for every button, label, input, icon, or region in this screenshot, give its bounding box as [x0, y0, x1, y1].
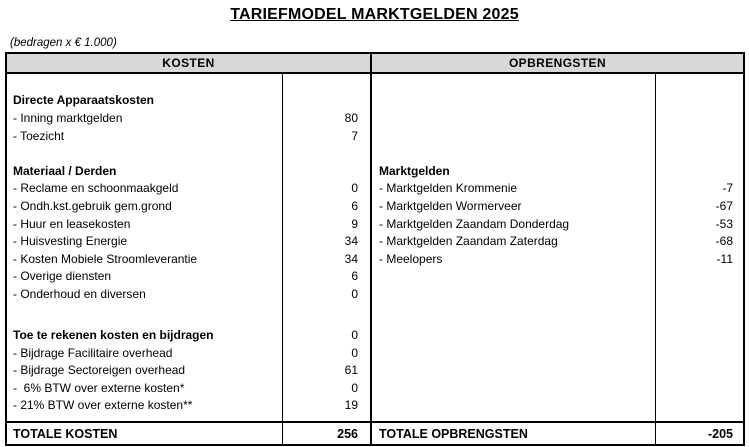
cost-value-cell	[283, 162, 372, 180]
cost-label-cell: - Ondh.kst.gebruik gem.grond	[7, 197, 283, 215]
table-row	[7, 232, 743, 250]
revenue-value-cell: -7	[722, 181, 733, 196]
table-row	[7, 379, 743, 396]
revenue-value-cell	[656, 379, 743, 396]
revenue-value-cell	[656, 303, 743, 327]
cost-label-cell: Directe Apparaatskosten	[7, 92, 283, 110]
revenue-value-cell	[656, 127, 743, 145]
cost-value-cell: 34	[283, 232, 372, 250]
revenue-value-cell	[656, 162, 743, 180]
revenue-value-cell	[656, 109, 743, 127]
cost-label-cell: - 21% BTW over externe kosten**	[7, 396, 283, 413]
revenue-label-cell	[372, 414, 656, 421]
table-row	[7, 414, 743, 421]
totale-kosten-value: 256	[283, 423, 372, 444]
cost-label-cell: - Overige diensten	[7, 268, 283, 286]
table-row	[7, 344, 743, 361]
cost-value-cell	[283, 414, 372, 421]
revenue-label-cell	[372, 144, 656, 162]
revenue-label-cell	[372, 92, 656, 110]
amounts-note: (bedragen x € 1.000)	[10, 37, 117, 49]
table-row	[7, 303, 743, 327]
cost-label-cell: - Reclame en schoonmaakgeld	[7, 180, 283, 198]
table-row	[7, 197, 743, 215]
cost-label-cell: - Kosten Mobiele Stroomleverantie	[7, 250, 283, 268]
table-row	[7, 285, 743, 303]
revenue-label-cell: - Marktgelden Krommenie	[372, 180, 656, 198]
cost-label-cell: - Inning marktgelden	[7, 109, 283, 127]
cost-value-cell: 34	[283, 250, 372, 268]
revenue-value-cell	[656, 92, 743, 110]
revenue-value-cell	[656, 396, 743, 413]
revenue-label-cell: - Marktgelden Zaandam Zaterdag	[372, 232, 656, 250]
revenue-value-cell	[656, 285, 743, 303]
table-row	[7, 215, 743, 233]
opbrengsten-column-header: OPBRENGSTEN	[508, 56, 607, 70]
cost-label-cell: - 6% BTW over externe kosten*	[7, 379, 283, 396]
revenue-label-cell: - Marktgelden Wormerveer	[372, 197, 656, 215]
tariff-table	[5, 52, 745, 446]
revenue-value-cell	[656, 327, 743, 344]
cost-value-cell: 0	[283, 180, 372, 198]
revenue-value-cell	[656, 414, 743, 421]
totals-row	[7, 421, 743, 444]
revenue-value-cell: -53	[715, 216, 733, 231]
cost-value-cell	[283, 144, 372, 162]
page-title: TARIEFMODEL MARKTGELDEN 2025	[230, 6, 519, 23]
revenue-label-cell	[372, 362, 656, 379]
table-row	[7, 92, 743, 110]
table-body	[7, 74, 743, 421]
table-row	[7, 250, 743, 268]
cost-label-cell: Toe te rekenen kosten en bijdragen	[7, 327, 283, 344]
revenue-label-cell	[372, 379, 656, 396]
revenue-value-cell: -11	[716, 251, 733, 266]
cost-value-cell: 7	[283, 127, 372, 145]
revenue-value-cell: -68	[715, 234, 733, 249]
cost-label-cell: - Onderhoud en diversen	[7, 285, 283, 303]
cost-label-cell	[7, 414, 283, 421]
cost-label-cell: - Huisvesting Energie	[7, 232, 283, 250]
revenue-label-cell	[372, 74, 656, 92]
table-row	[7, 127, 743, 145]
table-row	[7, 74, 743, 92]
table-row	[7, 362, 743, 379]
cost-label-cell: - Bijdrage Sectoreigen overhead	[7, 362, 283, 379]
totale-opbrengsten-value: -205	[707, 426, 733, 441]
revenue-value-cell	[656, 144, 743, 162]
revenue-label-cell	[372, 109, 656, 127]
cost-value-cell: 6	[283, 268, 372, 286]
cost-value-cell: 0	[283, 344, 372, 361]
kosten-column-header: KOSTEN	[7, 54, 372, 72]
table-row	[7, 162, 743, 180]
revenue-value-cell: -67	[715, 198, 733, 213]
totale-opbrengsten-label: TOTALE OPBRENGSTEN	[372, 423, 656, 444]
cost-value-cell	[283, 92, 372, 110]
revenue-label-cell	[372, 344, 656, 361]
cost-value-cell: 9	[283, 215, 372, 233]
revenue-label-cell	[372, 285, 656, 303]
revenue-label-cell	[372, 327, 656, 344]
revenue-label-cell: - Marktgelden Zaandam Donderdag	[372, 215, 656, 233]
totale-kosten-label: TOTALE KOSTEN	[7, 423, 283, 444]
revenue-label-cell	[372, 127, 656, 145]
table-row	[7, 144, 743, 162]
cost-value-cell	[283, 303, 372, 327]
cost-label-cell: - Huur en leasekosten	[7, 215, 283, 233]
revenue-label-cell	[372, 396, 656, 413]
cost-value-cell: 80	[283, 109, 372, 127]
cost-value-cell: 19	[283, 396, 372, 413]
revenue-label-cell: - Meelopers	[372, 250, 656, 268]
revenue-label-cell: Marktgelden	[372, 162, 656, 180]
cost-label-cell	[7, 144, 283, 162]
table-row	[7, 268, 743, 286]
table-row	[7, 109, 743, 127]
table-row	[7, 396, 743, 413]
cost-value-cell: 6	[283, 197, 372, 215]
cost-label-cell: - Toezicht	[7, 127, 283, 145]
cost-label-cell: - Bijdrage Facilitaire overhead	[7, 344, 283, 361]
cost-value-cell	[283, 74, 372, 92]
revenue-label-cell	[372, 268, 656, 286]
revenue-value-cell	[656, 344, 743, 361]
revenue-label-cell	[372, 303, 656, 327]
revenue-value-cell	[656, 74, 743, 92]
cost-label-cell	[7, 74, 283, 92]
cost-label-cell	[7, 303, 283, 327]
revenue-value-cell	[656, 268, 743, 286]
revenue-value-cell	[656, 362, 743, 379]
cost-value-cell: 0	[283, 285, 372, 303]
table-row	[7, 180, 743, 198]
table-header-row	[7, 54, 743, 74]
cost-value-cell: 61	[283, 362, 372, 379]
cost-label-cell: Materiaal / Derden	[7, 162, 283, 180]
cost-value-cell: 0	[283, 379, 372, 396]
table-row	[7, 327, 743, 344]
cost-value-cell: 0	[283, 327, 372, 344]
